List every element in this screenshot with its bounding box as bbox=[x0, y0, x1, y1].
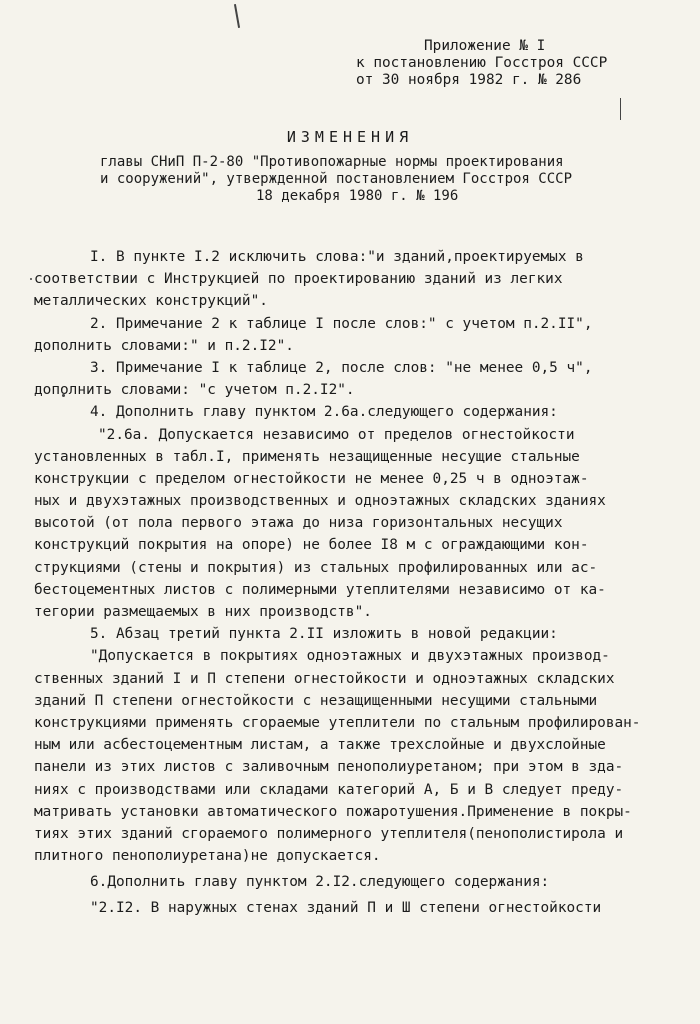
item-4-quote-line: струкциями (стены и покрытия) из стальных профилированных или ас- bbox=[34, 559, 598, 576]
scan-mark bbox=[620, 98, 621, 120]
item-1-line: металлических конструкций". bbox=[34, 293, 268, 310]
item-1-line: I. В пункте I.2 исключить слова:"и зданий,проектируемых в bbox=[90, 249, 584, 265]
item-3-line: 3. Примечание I к таблице 2, после слов: "не менее 0,5 ч", bbox=[90, 359, 593, 376]
item-4-line: 4. Дополнить главу пунктом 2.6а.следующего содержания: bbox=[90, 404, 558, 421]
scan-dot bbox=[30, 278, 32, 280]
subtitle-line: и сооружений", утвержденной постановлением Госстроя СССР bbox=[100, 171, 573, 187]
appendix-header bbox=[356, 38, 696, 89]
document-title: ИЗМЕНЕНИЯ bbox=[286, 128, 414, 146]
item-5-quote-line: конструкциями применять сгораемые утеплители по стальным профилирован- bbox=[34, 714, 641, 731]
item-1-line: соответствии с Инструкцией по проектированию зданий из легких bbox=[34, 271, 563, 288]
item-4-quote-line: конструкций покрытия на опоре) не более I8 м с ограждающими кон- bbox=[34, 537, 589, 554]
item-6-line: 6.Дополнить главу пунктом 2.I2.следующего содержания: bbox=[90, 874, 550, 891]
appendix-date: от 30 ноября 1982 г. № 286 bbox=[356, 72, 582, 88]
appendix-resolution: к постановлению Госстроя СССР bbox=[356, 55, 608, 71]
subtitle-line: 18 декабря 1980 г. № 196 bbox=[256, 188, 459, 204]
item-6-quote-line: "2.I2. В наружных стенах зданий П и Ш степени огнестойкости bbox=[90, 900, 602, 917]
document-subtitle bbox=[100, 154, 700, 205]
item-5-quote-line: ным или асбестоцементным листам, а также трехслойные и двухслойные bbox=[34, 737, 606, 754]
item-4-quote-line: тегории размещаемых в них производств". bbox=[34, 604, 372, 620]
document-body bbox=[34, 246, 684, 920]
pen-mark bbox=[234, 4, 240, 28]
item-5-quote-line: "Допускается в покрытиях одноэтажных и двухэтажных производ- bbox=[90, 648, 610, 665]
appendix-number: Приложение № I bbox=[424, 38, 546, 54]
item-5-quote-line: матривать установки автоматического пожаротушения.Применение в покры- bbox=[34, 803, 632, 820]
item-5-quote-line: ниях с производствами или складами категорий А, Б и В следует преду- bbox=[34, 781, 624, 798]
item-3-line: дополнить словами: "с учетом п.2.I2". bbox=[34, 382, 355, 399]
item-4-quote-line: установленных в табл.I, применять незащищенные несущие стальные bbox=[34, 448, 580, 465]
item-4-quote-line: ных и двухэтажных производственных и одноэтажных складских зданиях bbox=[34, 493, 606, 510]
item-2-line: дополнить словами:" и п.2.I2". bbox=[34, 337, 294, 354]
item-5-quote-line: ственных зданий I и П степени огнестойкости и одноэтажных складских bbox=[34, 670, 615, 687]
item-5-line: 5. Абзац третий пункта 2.II изложить в новой редакции: bbox=[90, 626, 558, 643]
item-5-quote-line: панели из этих листов с заливочным пенополиуретаном; при этом в зда- bbox=[34, 759, 624, 776]
item-4-quote-line: "2.6а. Допускается независимо от пределов огнестойкости bbox=[98, 426, 575, 443]
subtitle-line: главы СНиП П-2-80 "Противопожарные нормы проектирования bbox=[100, 154, 564, 170]
item-4-quote-line: конструкции с пределом огнестойкости не менее 0,25 ч в одноэтаж- bbox=[34, 470, 589, 487]
item-5-quote-line: зданий П степени огнестойкости с незащищенными несущими стальными bbox=[34, 692, 598, 709]
item-5-quote-line: тиях этих зданий сгораемого полимерного утеплителя(пенополистирола и bbox=[34, 825, 624, 842]
item-4-quote-line: высотой (от пола первого этажа до низа горизонтальных несущих bbox=[34, 515, 563, 532]
item-4-quote-line: бестоцементных листов с полимерными утеплителями независимо от ка- bbox=[34, 581, 606, 598]
item-5-quote-line: плитного пенополиуретана)не допускается. bbox=[34, 848, 381, 865]
item-2-line: 2. Примечание 2 к таблице I после слов:" с учетом п.2.II", bbox=[90, 315, 593, 332]
